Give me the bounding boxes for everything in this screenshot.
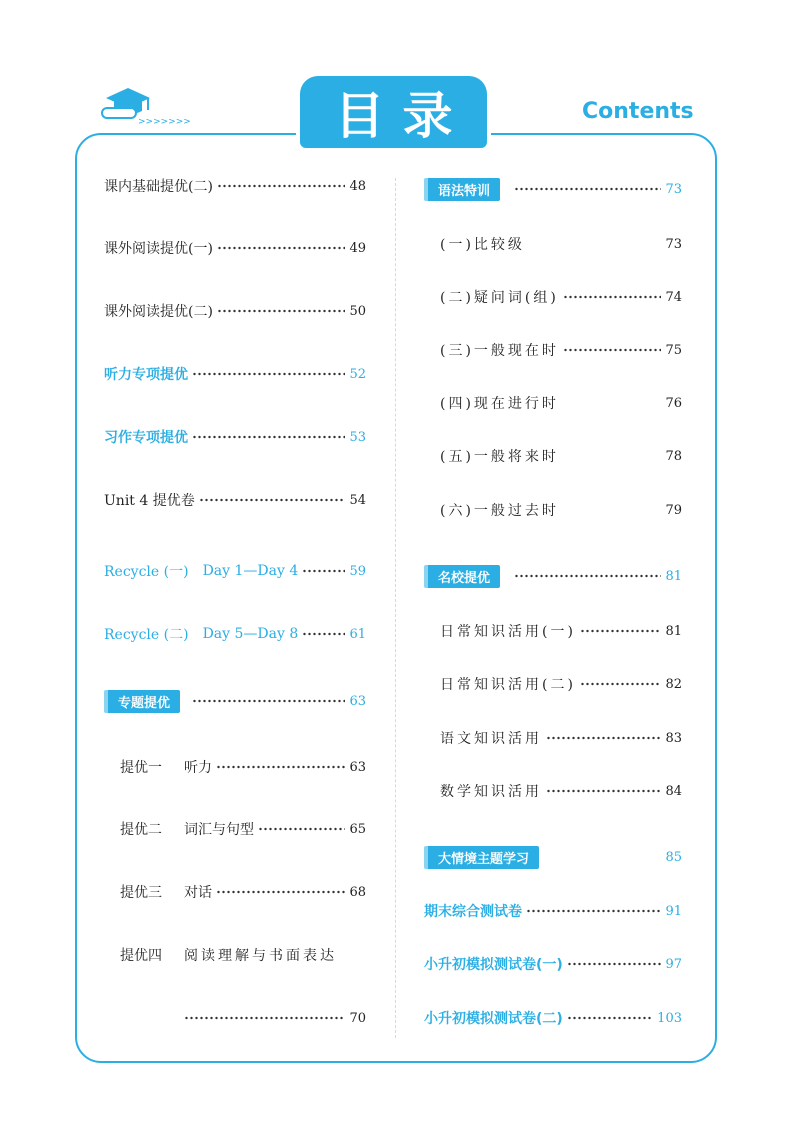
leader-dots [192, 435, 345, 439]
section-heading: 语法特训 [424, 178, 500, 201]
toc-entry-page: 82 [665, 676, 682, 692]
toc-entry-page: 73 [665, 236, 682, 252]
leader-dots [192, 372, 345, 376]
toc-entry-page: 59 [349, 563, 366, 579]
toc-entry-page: 81 [665, 568, 682, 584]
contents-subtitle: Contents [582, 99, 694, 124]
toc-entry-page: 50 [349, 303, 366, 319]
toc-entry-page: 70 [349, 1010, 366, 1026]
toc-entry[interactable] [104, 489, 366, 511]
leader-dots [546, 736, 661, 740]
toc-entry-page: 68 [349, 884, 366, 900]
toc-entry-label: 习作专项提优 [104, 430, 188, 446]
contents-frame [75, 133, 717, 1063]
graduation-cap-icon [98, 84, 191, 128]
toc-entry[interactable] [424, 900, 682, 922]
toc-entry-page: 79 [665, 502, 682, 518]
toc-entry-number: 提优三 [120, 885, 162, 901]
leader-dots [514, 574, 661, 578]
toc-entry-label: 语文知识活用 [440, 731, 542, 747]
toc-entry[interactable] [440, 286, 682, 308]
toc-entry[interactable] [440, 445, 682, 467]
toc-entry[interactable] [440, 499, 682, 521]
toc-entry-label: 听力专项提优 [104, 367, 188, 383]
toc-entry-extra: Day 1—Day 4 [202, 563, 299, 579]
toc-entry-label: (四)现在进行时 [440, 396, 559, 412]
toc-entry-label: 听力 [184, 760, 212, 776]
toc-entry-number: 提优四 [120, 948, 162, 964]
leader-dots [563, 348, 662, 352]
toc-entry[interactable] [104, 237, 366, 259]
toc-entry-label: (六)一般过去时 [440, 503, 559, 519]
toc-entry-page: 91 [665, 903, 682, 919]
toc-entry-label: 课内基础提优(二) [104, 179, 213, 195]
toc-entry[interactable] [424, 953, 682, 975]
toc-entry-page: 78 [665, 448, 682, 464]
column-divider [395, 178, 396, 1038]
leader-dots [526, 909, 661, 913]
section-heading: 大情境主题学习 [424, 846, 539, 869]
toc-entry-page: 52 [349, 366, 366, 382]
toc-entry[interactable] [104, 300, 366, 322]
toc-entry-page: 85 [665, 849, 682, 865]
toc-entry-continued[interactable] [184, 1007, 366, 1029]
toc-entry-label: 对话 [184, 885, 212, 901]
leader-dots [216, 890, 345, 894]
toc-entry-label: 期末综合测试卷 [424, 904, 522, 920]
toc-entry-label: Recycle (一) [104, 564, 189, 580]
toc-entry-label: 数学知识活用 [440, 784, 542, 800]
toc-entry-label: Recycle (二) [104, 627, 189, 643]
toc-entry-page: 61 [349, 626, 366, 642]
toc-entry-label: 词汇与句型 [184, 822, 254, 838]
title-tab [300, 76, 487, 148]
toc-entry-page: 75 [665, 342, 682, 358]
toc-entry-label: 小升初模拟测试卷(一) [424, 957, 563, 973]
toc-entry[interactable] [104, 623, 366, 645]
leader-dots [258, 827, 345, 831]
leader-dots [217, 246, 346, 250]
toc-entry-page: 74 [665, 289, 682, 305]
toc-entry[interactable] [440, 727, 682, 749]
svg-text:>>>>>>>: >>>>>>> [138, 117, 191, 127]
leader-dots [302, 569, 345, 573]
toc-entry-page: 103 [657, 1010, 682, 1026]
toc-entry-label: 课外阅读提优(二) [104, 304, 213, 320]
toc-entry[interactable] [120, 944, 366, 966]
leader-dots [546, 789, 661, 793]
leader-dots [580, 629, 662, 633]
leader-dots [302, 632, 345, 636]
section-heading-row[interactable] [424, 846, 682, 868]
toc-entry[interactable] [120, 756, 366, 778]
toc-entry[interactable] [104, 560, 366, 582]
section-heading-row[interactable] [424, 565, 682, 587]
leader-dots [567, 1016, 653, 1020]
toc-entry[interactable] [104, 363, 366, 385]
leader-dots [192, 699, 345, 703]
toc-entry[interactable] [120, 818, 366, 840]
toc-entry-label: 阅读理解与书面表达 [184, 948, 337, 964]
toc-entry-page: 63 [349, 759, 366, 775]
page-title: 目录 [334, 87, 471, 145]
toc-entry-label: 课外阅读提优(一) [104, 241, 213, 257]
toc-entry[interactable] [424, 1007, 682, 1029]
toc-entry[interactable] [120, 881, 366, 903]
leader-dots [184, 1016, 345, 1020]
toc-entry-page: 65 [349, 821, 366, 837]
section-heading-row[interactable] [424, 178, 682, 200]
toc-entry[interactable] [440, 780, 682, 802]
toc-entry[interactable] [104, 426, 366, 448]
toc-entry-page: 54 [349, 492, 366, 508]
toc-entry[interactable] [440, 673, 682, 695]
toc-entry-label: (二)疑问词(组) [440, 290, 559, 306]
toc-entry-label: 日常知识活用(一) [440, 624, 576, 640]
leader-dots [514, 187, 661, 191]
leader-dots [563, 295, 662, 299]
toc-entry[interactable] [104, 175, 366, 197]
leader-dots [199, 498, 346, 502]
section-heading: 专题提优 [104, 690, 180, 713]
toc-entry[interactable] [440, 620, 682, 642]
toc-entry-label: (三)一般现在时 [440, 343, 559, 359]
toc-entry-page: 63 [349, 693, 366, 709]
toc-entry[interactable] [440, 392, 682, 414]
section-heading: 名校提优 [424, 565, 500, 588]
leader-dots [217, 184, 346, 188]
toc-entry-label: (五)一般将来时 [440, 449, 559, 465]
toc-entry-label: (一)比较级 [440, 237, 525, 253]
toc-entry-page: 73 [665, 181, 682, 197]
leader-dots [217, 309, 346, 313]
toc-entry-extra: Day 5—Day 8 [202, 626, 299, 642]
toc-entry[interactable] [440, 233, 682, 255]
toc-entry-page: 76 [665, 395, 682, 411]
leader-dots [567, 962, 662, 966]
toc-entry-page: 84 [665, 783, 682, 799]
toc-entry-page: 48 [349, 178, 366, 194]
toc-entry-label: Unit 4 提优卷 [104, 493, 195, 509]
toc-entry[interactable] [440, 339, 682, 361]
toc-entry-number: 提优一 [120, 760, 162, 776]
leader-dots [580, 682, 662, 686]
toc-entry-label: 小升初模拟测试卷(二) [424, 1011, 563, 1027]
toc-entry-number: 提优二 [120, 822, 162, 838]
toc-entry-page: 81 [665, 623, 682, 639]
toc-entry-label: 日常知识活用(二) [440, 677, 576, 693]
section-heading-row[interactable] [104, 690, 366, 712]
toc-entry-page: 83 [665, 730, 682, 746]
toc-entry-page: 97 [665, 956, 682, 972]
leader-dots [216, 765, 345, 769]
toc-entry-page: 49 [349, 240, 366, 256]
toc-entry-page: 53 [349, 429, 366, 445]
